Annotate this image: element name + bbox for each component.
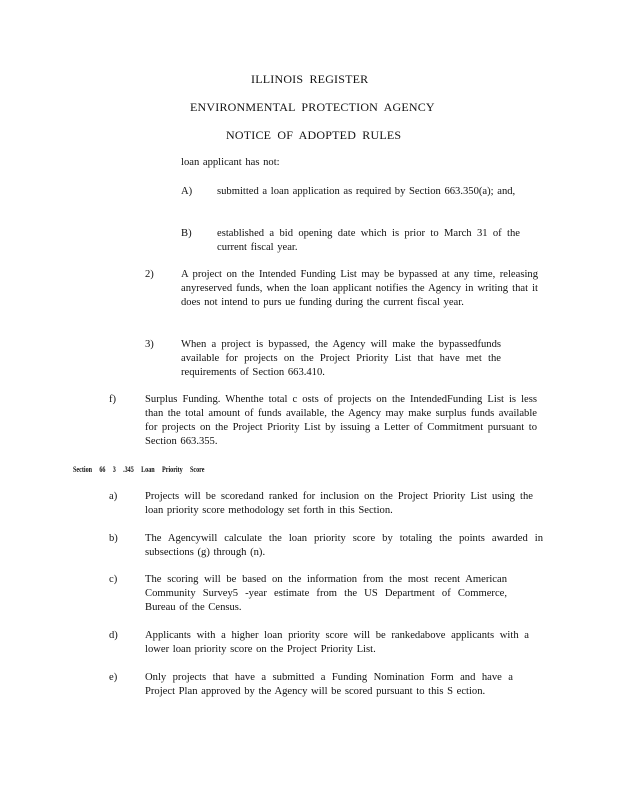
section-item-e-text: Only projects that have a submitted a Funding Nomination Form and have a Project Plan approved by the Agency will be scored pursuant to this S ection. (145, 672, 513, 697)
section-item-c-label: c) (109, 574, 118, 585)
item-2-text: A project on the Intended Funding List may be bypassed at any time, releasing anyreserved funds, when the loan applicant notifies the Agency in writing that it does not intend to purs ue funding during the current fiscal year. (181, 269, 538, 308)
subitem-a-label: A) (181, 186, 193, 197)
agency-title: ENVIRONMENTAL PROTECTION AGENCY (190, 100, 435, 114)
section-item-d-text: Applicants with a higher loan priority score will be rankedabove applicants with a lower loan priority score on the Project Priority List. (145, 630, 529, 655)
section-item-b-text: The Agencywill calculate the loan priority score by totaling the points awarded in subsections (g) through (n). (145, 533, 543, 558)
section-item-d-label: d) (109, 630, 118, 641)
item-f-label: f) (109, 394, 117, 405)
subitem-a-text: submitted a loan application as required by Section 663.350(a); and, (217, 186, 516, 197)
intro-text: loan applicant has not: (181, 157, 280, 168)
section-item-a-text: Projects will be scoredand ranked for inclusion on the Project Priority List using the loan priority score methodology set forth in this Section. (145, 491, 533, 516)
section-heading: Section 66 3 .345 Loan Priority Score (73, 464, 205, 474)
section-item-b-label: b) (109, 533, 118, 544)
register-title: ILLINOIS REGISTER (251, 72, 369, 86)
section-item-c-text: The scoring will be based on the information from the most recent American Community Survey5 -year estimate from the US Department of Commerce, Bureau of the Census. (145, 574, 507, 613)
subitem-b-text: established a bid opening date which is prior to March 31 of the current fiscal year. (217, 228, 520, 253)
item-3-text: When a project is bypassed, the Agency will make the bypassedfunds available for projects on the Project Priority List that have met the requirements of Section 663.410. (181, 339, 501, 378)
section-item-e-label: e) (109, 672, 118, 683)
notice-title: NOTICE OF ADOPTED RULES (226, 128, 402, 142)
section-item-a-label: a) (109, 491, 118, 502)
subitem-b-label: B) (181, 228, 192, 239)
item-3-label: 3) (145, 339, 154, 350)
item-f-text: Surplus Funding. Whenthe total c osts of projects on the IntendedFunding List is less than the total amount of funds available, the Agency may make surplus funds available for projects on the Project Priority List by issuing a Letter of Commitment pursuant to Section 663.355. (145, 394, 537, 447)
item-2-label: 2) (145, 269, 154, 280)
